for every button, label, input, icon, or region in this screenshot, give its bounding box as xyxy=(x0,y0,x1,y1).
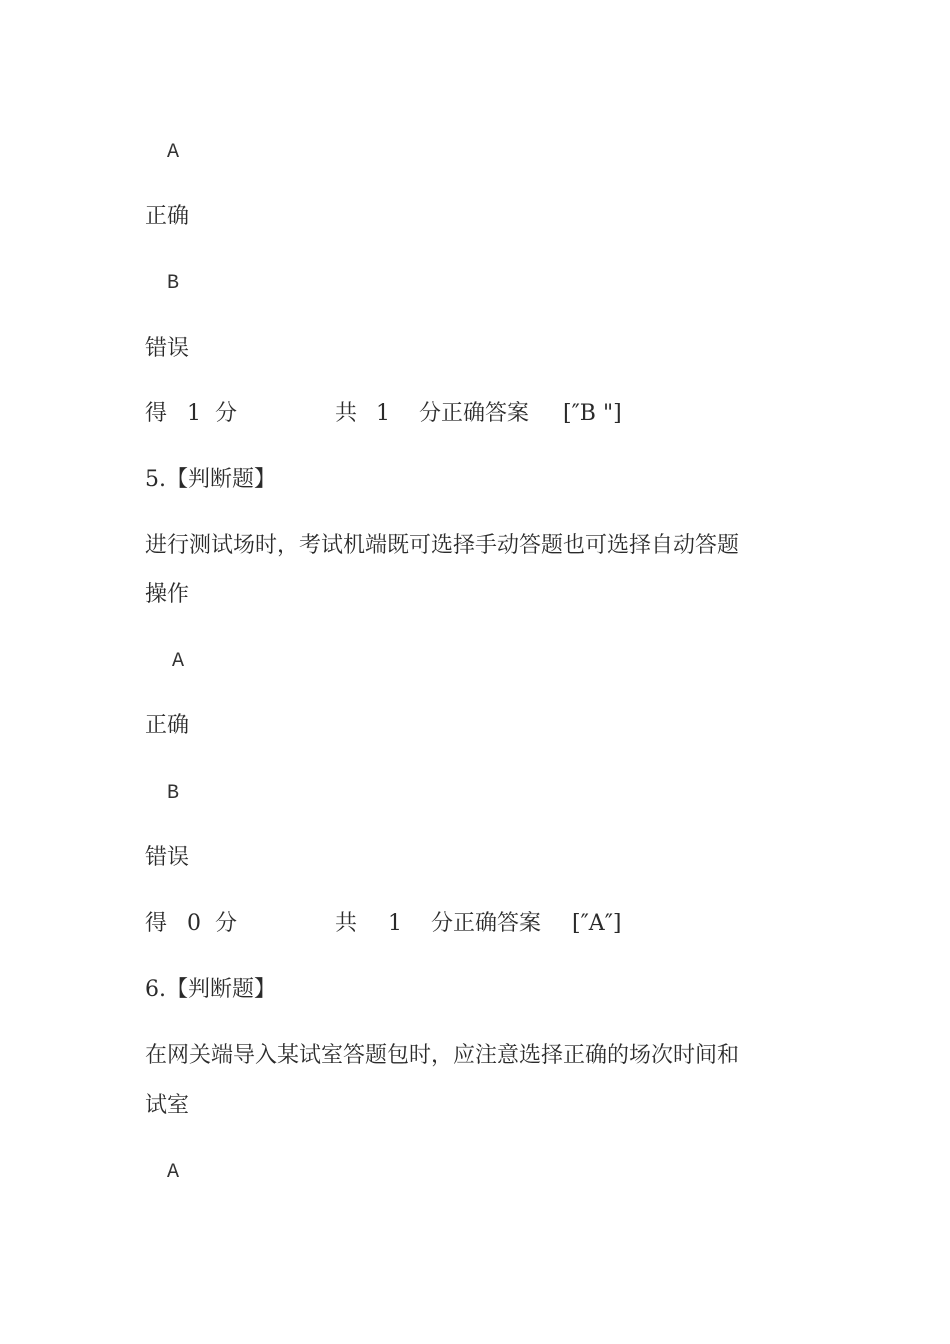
q4-score-answer-label: 分正确答案 xyxy=(419,401,530,426)
q5-score-got-value: 0 xyxy=(187,911,201,936)
q4-option-a-letter: A xyxy=(167,141,180,164)
q4-option-b-text: 错误 xyxy=(145,336,190,361)
q4-score-got-label: 得 xyxy=(145,401,168,426)
q5-option-a-letter: A xyxy=(172,650,185,673)
q5-option-a-text: 正确 xyxy=(145,713,190,738)
q4-score-total-value: 1 xyxy=(376,401,390,426)
q6-text-line1: 在网关端导入某试室答题包时，应注意选择正确的场次时间和 xyxy=(145,1043,740,1068)
q4-score-got-unit: 分 xyxy=(215,401,238,426)
q5-score-answer-value: [″A″] xyxy=(572,911,622,936)
q6-text-line2: 试室 xyxy=(145,1093,190,1118)
q6-option-a-letter: A xyxy=(167,1161,180,1184)
q5-option-b-letter: B xyxy=(167,782,180,805)
q4-score-got-value: 1 xyxy=(187,401,201,426)
q5-score-got-unit: 分 xyxy=(215,911,238,936)
q4-score-line xyxy=(145,401,845,427)
q5-score-line xyxy=(145,911,845,937)
q5-heading: 5.【判断题】 xyxy=(145,467,276,492)
q4-score-total-label: 共 xyxy=(335,401,358,426)
q4-option-b-letter: B xyxy=(167,272,180,295)
q5-score-total-label: 共 xyxy=(335,911,358,936)
q5-text-line2: 操作 xyxy=(145,582,190,607)
q5-text-line1: 进行测试场时，考试机端既可选择手动答题也可选择自动答题 xyxy=(145,533,740,558)
q5-score-answer-label: 分正确答案 xyxy=(431,911,542,936)
q6-heading: 6.【判断题】 xyxy=(145,977,276,1002)
q5-option-b-text: 错误 xyxy=(145,845,190,870)
q4-score-answer-value: [″B "] xyxy=(563,401,622,426)
q5-score-total-value: 1 xyxy=(388,911,402,936)
q4-option-a-text: 正确 xyxy=(145,204,190,229)
q5-score-got-label: 得 xyxy=(145,911,168,936)
